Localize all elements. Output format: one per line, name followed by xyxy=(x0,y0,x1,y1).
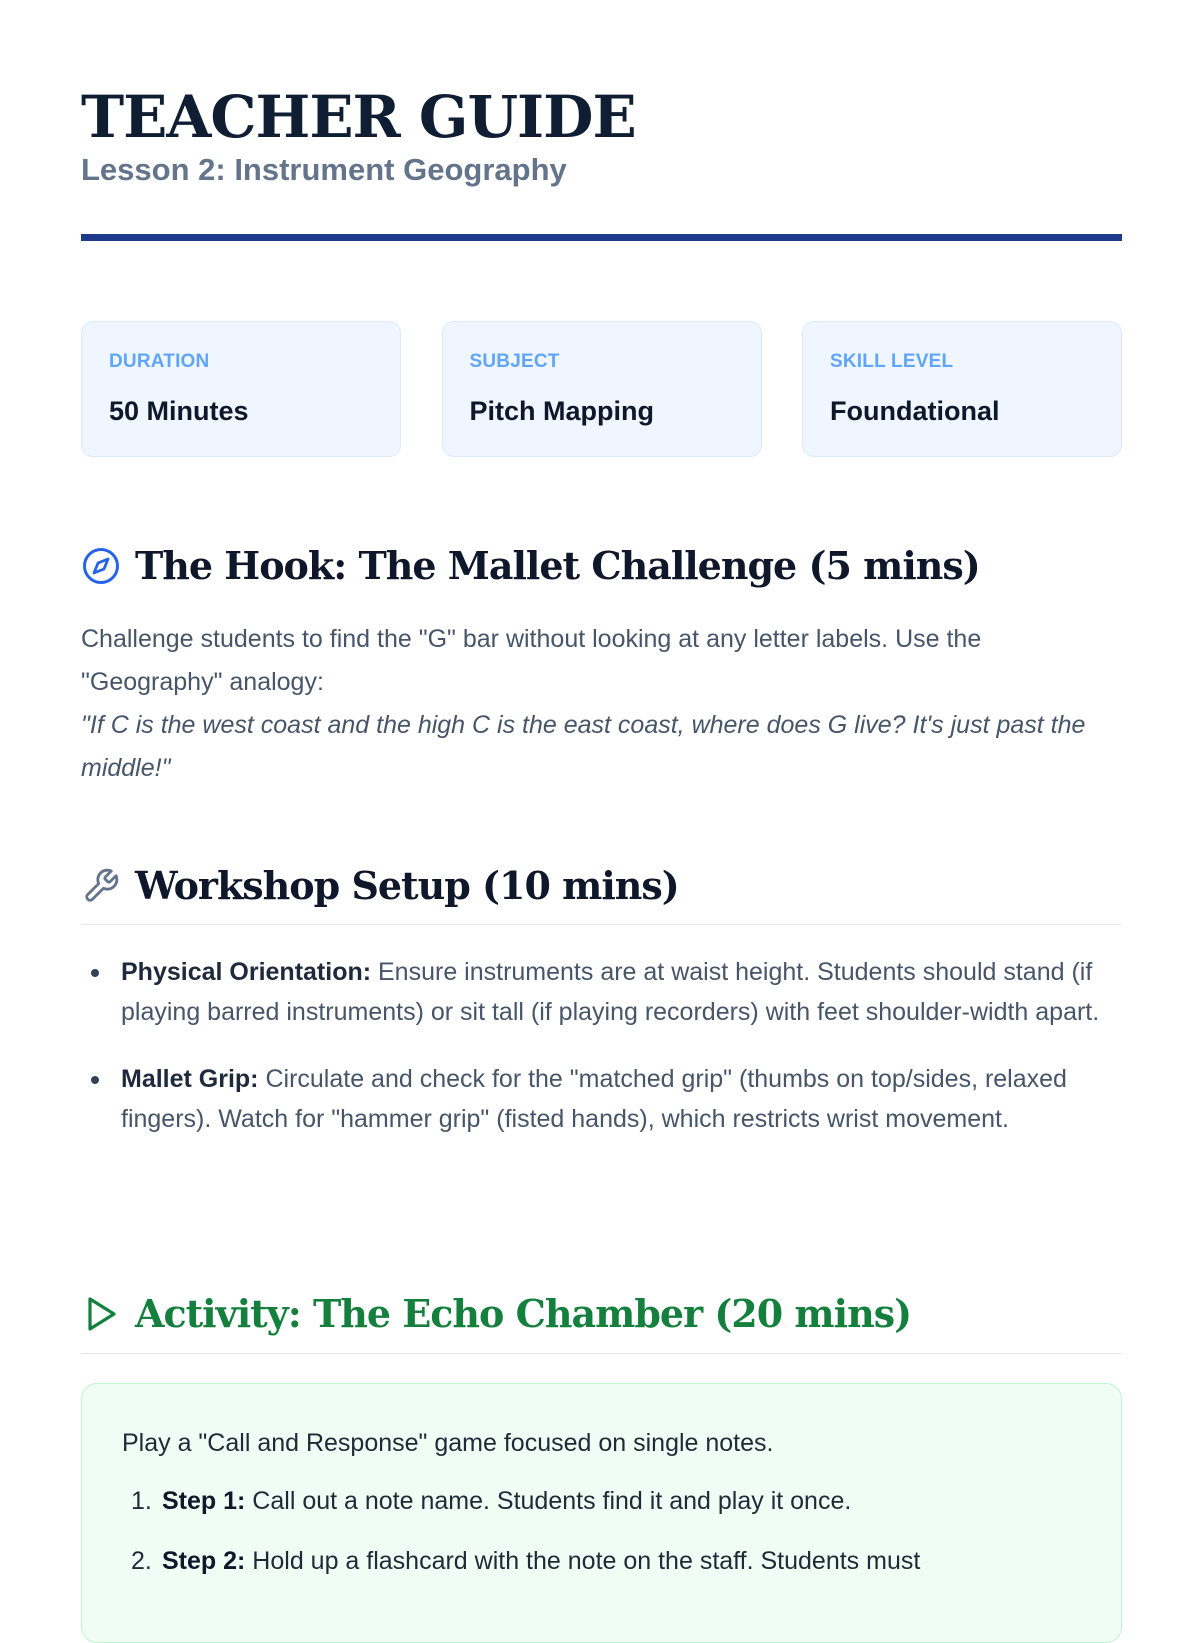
hook-description xyxy=(81,618,1122,790)
hook-quote: "If C is the west coast and the high C is the east coast, where does G live? It's just past the middle!" xyxy=(81,711,1086,782)
bullet-text: Circulate and check for the "matched grip" (thumbs on top/sides, relaxed fingers). Watch for "hammer grip" (fisted hands), which restricts wrist movement. xyxy=(121,1065,1067,1133)
step-number: 2. xyxy=(131,1547,152,1575)
section-heading-setup xyxy=(81,860,1122,912)
activity-divider xyxy=(81,1353,1122,1354)
activity-heading: Activity: The Echo Chamber (20 mins) xyxy=(135,1291,912,1336)
meta-card-skill-level xyxy=(802,321,1122,457)
meta-value: Foundational xyxy=(830,396,1000,426)
meta-label: SKILL LEVEL xyxy=(830,351,954,372)
setup-divider xyxy=(81,924,1122,925)
step-text: Hold up a flashcard with the note on the staff. Students must xyxy=(245,1547,921,1575)
meta-label: SUBJECT xyxy=(469,351,560,372)
list-item xyxy=(122,1483,1081,1519)
lesson-meta-row xyxy=(81,321,1122,457)
step-label: Step 1: xyxy=(162,1487,246,1515)
bullet-term: Physical Orientation: xyxy=(121,958,372,986)
page-title: TEACHER GUIDE xyxy=(81,83,636,151)
activity-step-list xyxy=(122,1483,1081,1579)
meta-label: DURATION xyxy=(109,351,210,372)
step-number: 1. xyxy=(131,1487,152,1515)
step-label: Step 2: xyxy=(162,1547,246,1575)
setup-bullet-list xyxy=(81,952,1122,1166)
step-text: Call out a note name. Students find it and play it once. xyxy=(245,1487,852,1515)
list-item xyxy=(81,952,1122,1032)
meta-value: 50 Minutes xyxy=(109,396,249,426)
bullet-term: Mallet Grip: xyxy=(121,1065,259,1093)
meta-value: Pitch Mapping xyxy=(469,396,654,426)
play-icon xyxy=(81,1294,121,1334)
activity-callout xyxy=(81,1383,1122,1643)
list-item xyxy=(122,1543,1081,1579)
meta-card-duration xyxy=(81,321,401,457)
hook-text: Challenge students to find the "G" bar without looking at any letter labels. Use the "Geography" analogy: xyxy=(81,625,982,696)
list-item xyxy=(81,1059,1122,1139)
hook-heading: The Hook: The Mallet Challenge (5 mins) xyxy=(135,543,980,588)
section-heading-activity xyxy=(81,1288,1122,1340)
bullet-text: Ensure instruments are at waist height. Students should stand (if playing barred instruments) or sit tall (if playing recorders) with feet shoulder-width apart. xyxy=(121,958,1100,1026)
section-heading-hook xyxy=(81,540,1122,592)
setup-heading: Workshop Setup (10 mins) xyxy=(135,863,679,908)
meta-card-subject xyxy=(442,321,762,457)
lesson-subtitle: Lesson 2: Instrument Geography xyxy=(81,152,567,187)
title-divider xyxy=(81,234,1122,241)
wrench-icon xyxy=(81,866,121,906)
activity-intro: Play a "Call and Response" game focused on single notes. xyxy=(122,1429,774,1457)
compass-icon xyxy=(81,546,121,586)
